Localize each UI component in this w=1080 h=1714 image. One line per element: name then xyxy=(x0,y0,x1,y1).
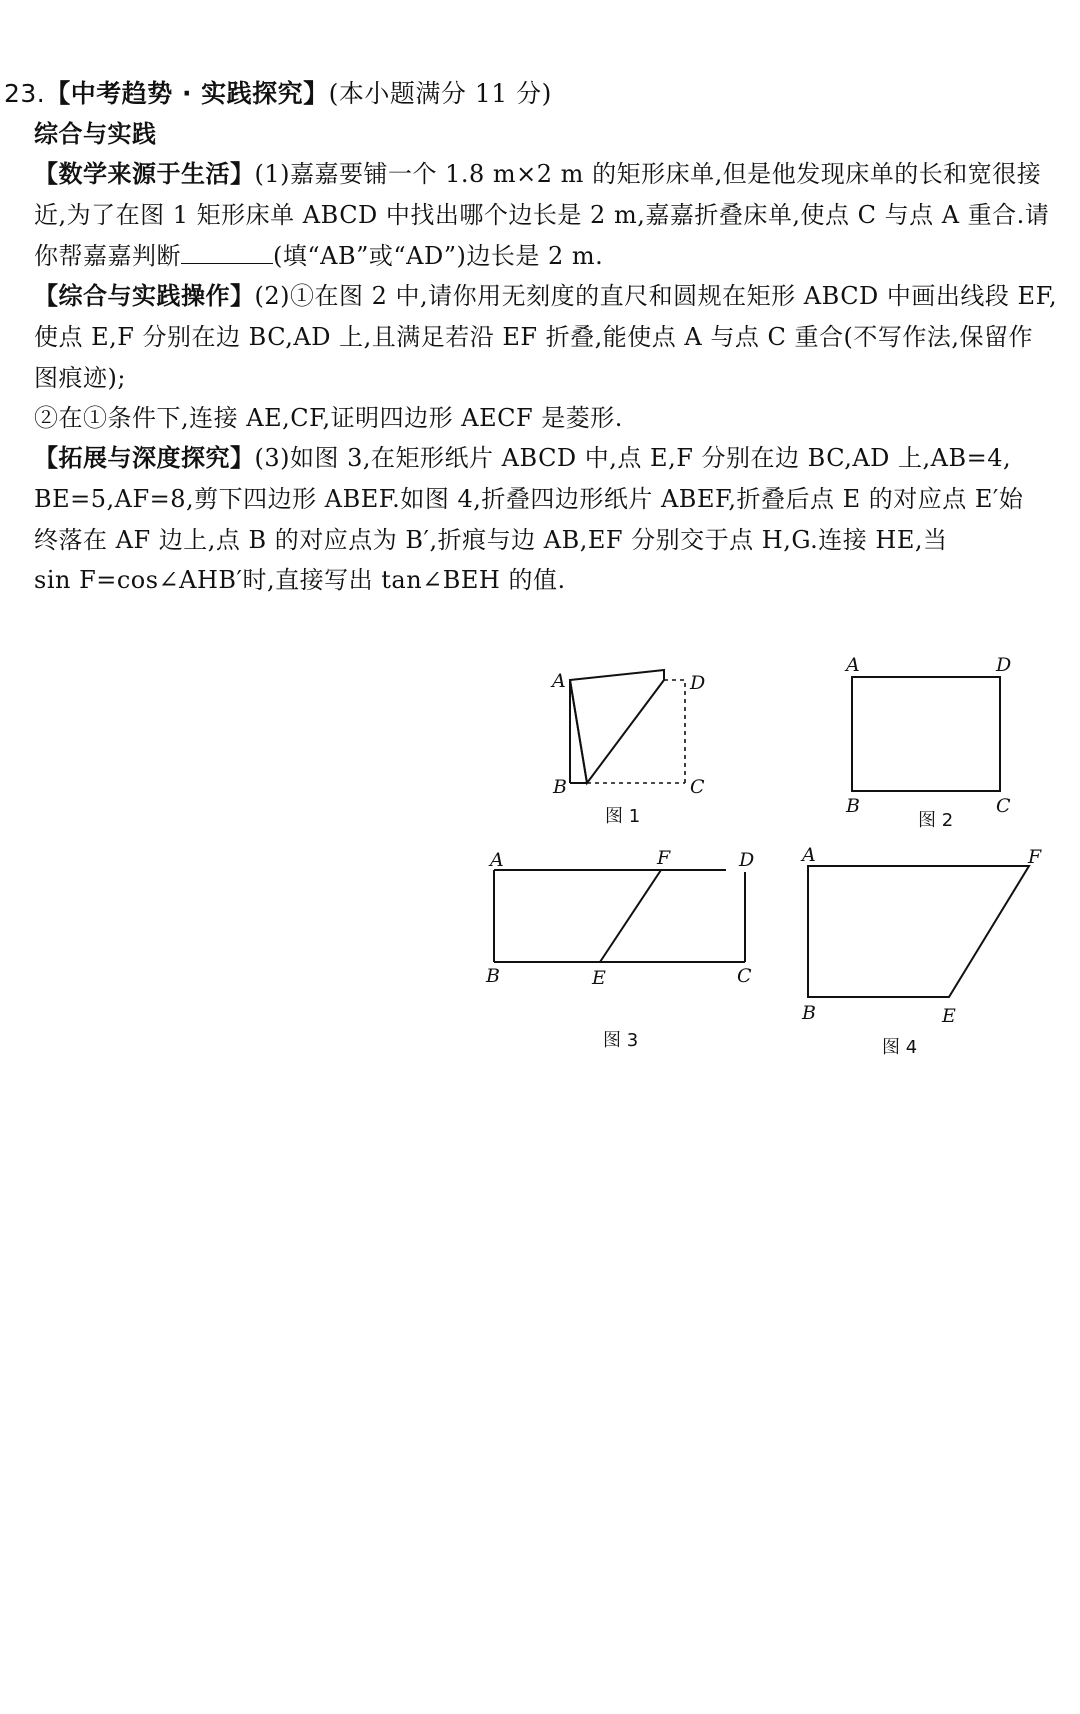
fig3-label-f: F xyxy=(657,847,671,869)
fig4-label-a: A xyxy=(802,844,816,866)
part3-text1: (3)如图 3,在矩形纸片 ABCD 中,点 E,F 分别在边 BC,AD 上,AB=4, xyxy=(254,444,1012,472)
fig3-label-a: A xyxy=(490,849,504,871)
fig4-label-b: B xyxy=(802,1002,816,1024)
part3-line3: 终落在 AF 边上,点 B 的对应点为 B′,折痕与边 AB,EF 分别交于点 H,G.连接 HE,当 xyxy=(34,526,948,554)
fig3-label-b: B xyxy=(486,965,500,987)
fig1-fold-crease xyxy=(570,680,587,783)
part3-line4: sin F=cos∠AHB′时,直接写出 tan∠BEH 的值. xyxy=(34,566,566,594)
fig3-label-d: D xyxy=(739,849,755,871)
fig1-label-b: B xyxy=(553,776,567,798)
fig2-label-a: A xyxy=(846,654,860,676)
fig3-label-e: E xyxy=(592,967,606,989)
fig2-label-d: D xyxy=(996,654,1012,676)
fig2-label-c: C xyxy=(996,795,1011,817)
figure-2 xyxy=(844,654,1011,831)
fig1-label-d: D xyxy=(690,672,706,694)
fig3-segment-ef xyxy=(600,870,661,962)
fig3-caption: 图 3 xyxy=(603,1030,639,1051)
part3-line2: BE=5,AF=8,剪下四边形 ABEF.如图 4,折叠四边形纸片 ABEF,折叠后点 E 的对应点 E′始 xyxy=(34,485,1024,513)
section-heading: 综合与实践 xyxy=(34,120,157,148)
part2-text1: (2)①在图 2 中,请你用无刻度的直尺和圆规在矩形 ABCD 中画出线段 EF, xyxy=(254,282,1058,310)
fig2-caption: 图 2 xyxy=(918,810,954,831)
figure-4 xyxy=(800,844,1042,1058)
fig2-label-b: B xyxy=(846,795,860,817)
part1-text3-post: (填“AB”或“AD”)边长是 2 m. xyxy=(273,242,604,270)
fig4-label-f: F xyxy=(1028,846,1042,868)
figure-1 xyxy=(550,670,705,827)
fig4-caption: 图 4 xyxy=(882,1037,918,1058)
figure-3 xyxy=(485,847,754,1051)
part2-line3: 图痕迹); xyxy=(34,364,126,392)
part3-tag: 【拓展与深度探究】 xyxy=(34,444,255,472)
part1-text3-pre: 你帮嘉嘉判断 xyxy=(34,242,181,270)
part1-text1: (1)嘉嘉要铺一个 1.8 m×2 m 的矩形床单,但是他发现床单的长和宽很接 xyxy=(254,160,1042,188)
part2-line4: ②在①条件下,连接 AE,CF,证明四边形 AECF 是菱形. xyxy=(34,404,623,432)
fig1-label-c: C xyxy=(690,776,705,798)
part2-tag: 【综合与实践操作】 xyxy=(34,282,255,310)
fig2-rectangle xyxy=(852,677,1000,791)
score-note: (本小题满分 11 分) xyxy=(328,79,552,108)
fig1-caption: 图 1 xyxy=(605,806,641,827)
question-tag: 【中考趋势 · 实践探究】 xyxy=(45,79,329,108)
part2-line2: 使点 E,F 分别在边 BC,AD 上,且满足若沿 EF 折叠,能使点 A 与点 C 重合(不写作法,保留作 xyxy=(34,323,1033,351)
fig3-label-c: C xyxy=(737,965,752,987)
fig4-label-e: E xyxy=(942,1005,956,1027)
question-number: 23. xyxy=(4,79,46,108)
fig4-quadrilateral-abef xyxy=(808,866,1029,997)
part1-tag: 【数学来源于生活】 xyxy=(34,160,255,188)
fig1-label-a: A xyxy=(552,670,566,692)
part1-line2: 近,为了在图 1 矩形床单 ABCD 中找出哪个边长是 2 m,嘉嘉折叠床单,使点 C 与点 A 重合.请 xyxy=(34,201,1050,229)
